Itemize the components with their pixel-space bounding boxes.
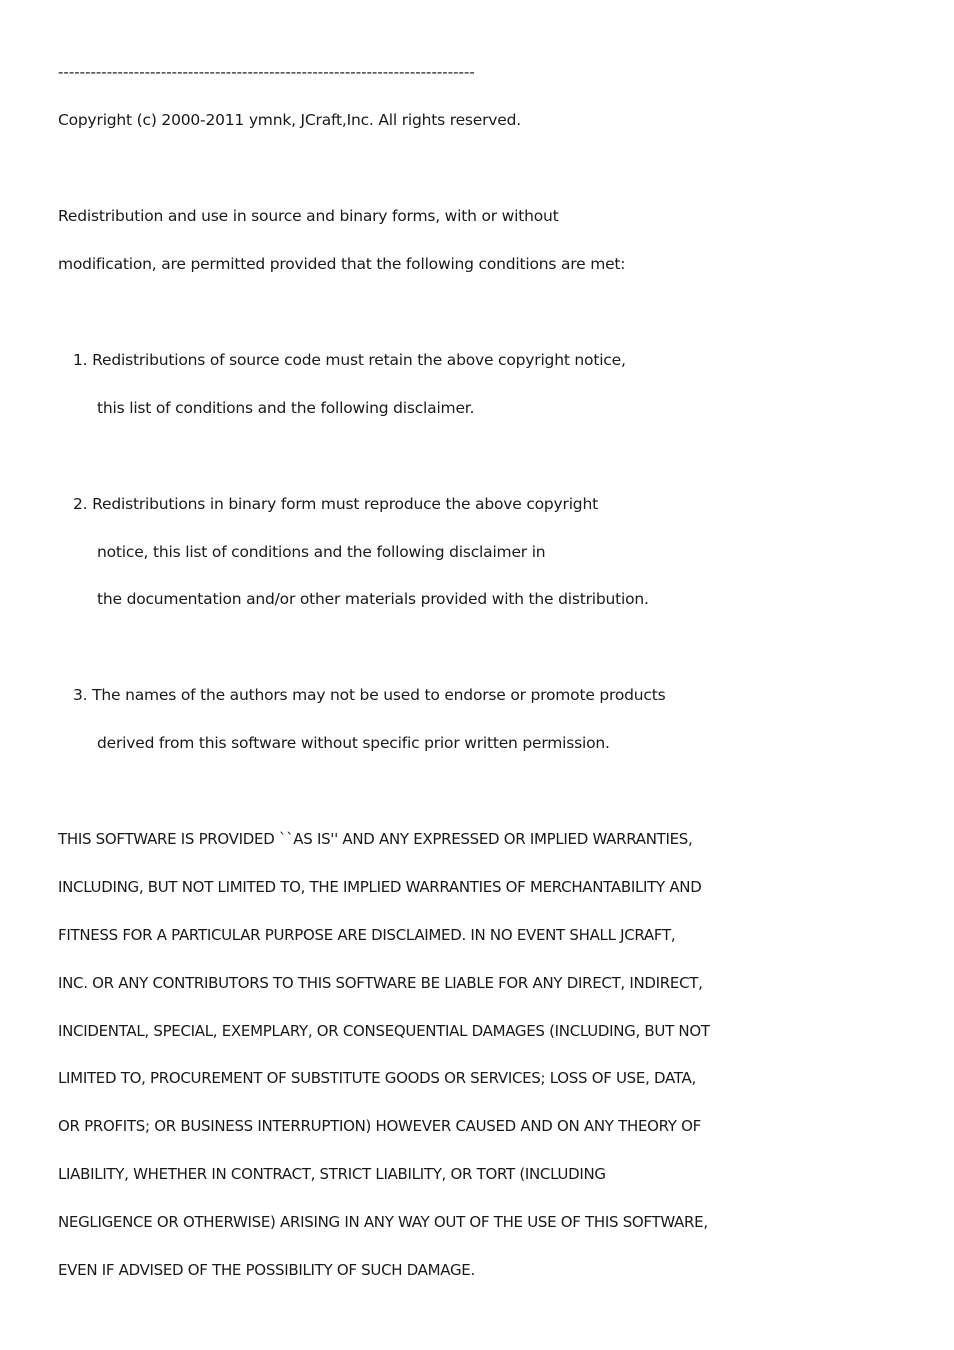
disclaimer-line: THIS SOFTWARE IS PROVIDED ``AS IS'' AND ANY EXPRESSED OR IMPLIED WARRANTIES, (58, 830, 693, 848)
condition-2-line: 2. Redistributions in binary form must reproduce the above copyright (73, 495, 598, 513)
intro-line: modification, are permitted provided that the following conditions are met: (58, 255, 626, 273)
condition-2-line: the documentation and/or other materials provided with the distribution. (97, 590, 649, 608)
condition-3-line: derived from this software without specific prior written permission. (97, 734, 610, 752)
disclaimer-line: EVEN IF ADVISED OF THE POSSIBILITY OF SUCH DAMAGE. (58, 1261, 475, 1279)
disclaimer-line: LIMITED TO, PROCUREMENT OF SUBSTITUTE GOODS OR SERVICES; LOSS OF USE, DATA, (58, 1069, 696, 1087)
disclaimer-line: INCLUDING, BUT NOT LIMITED TO, THE IMPLIED WARRANTIES OF MERCHANTABILITY AND (58, 878, 702, 896)
condition-1-line: 1. Redistributions of source code must retain the above copyright notice, (73, 351, 626, 369)
condition-2-line: notice, this list of conditions and the following disclaimer in (97, 543, 546, 561)
disclaimer-line: OR PROFITS; OR BUSINESS INTERRUPTION) HOWEVER CAUSED AND ON ANY THEORY OF (58, 1117, 701, 1135)
copyright-notice: Copyright (c) 2000-2011 ymnk, JCraft,Inc. All rights reserved. (58, 111, 521, 129)
disclaimer-line: INCIDENTAL, SPECIAL, EXEMPLARY, OR CONSEQUENTIAL DAMAGES (INCLUDING, BUT NOT (58, 1022, 710, 1040)
disclaimer-line: FITNESS FOR A PARTICULAR PURPOSE ARE DISCLAIMED. IN NO EVENT SHALL JCRAFT, (58, 926, 676, 944)
intro-line: Redistribution and use in source and binary forms, with or without (58, 207, 559, 225)
separator-line: ----------------------------------------------------------------------------- (58, 63, 475, 81)
condition-1-line: this list of conditions and the following disclaimer. (97, 399, 475, 417)
disclaimer-line: INC. OR ANY CONTRIBUTORS TO THIS SOFTWARE BE LIABLE FOR ANY DIRECT, INDIRECT, (58, 974, 703, 992)
disclaimer-line: LIABILITY, WHETHER IN CONTRACT, STRICT LIABILITY, OR TORT (INCLUDING (58, 1165, 606, 1183)
condition-3-line: 3. The names of the authors may not be used to endorse or promote products (73, 686, 666, 704)
disclaimer-line: NEGLIGENCE OR OTHERWISE) ARISING IN ANY WAY OUT OF THE USE OF THIS SOFTWARE, (58, 1213, 708, 1231)
